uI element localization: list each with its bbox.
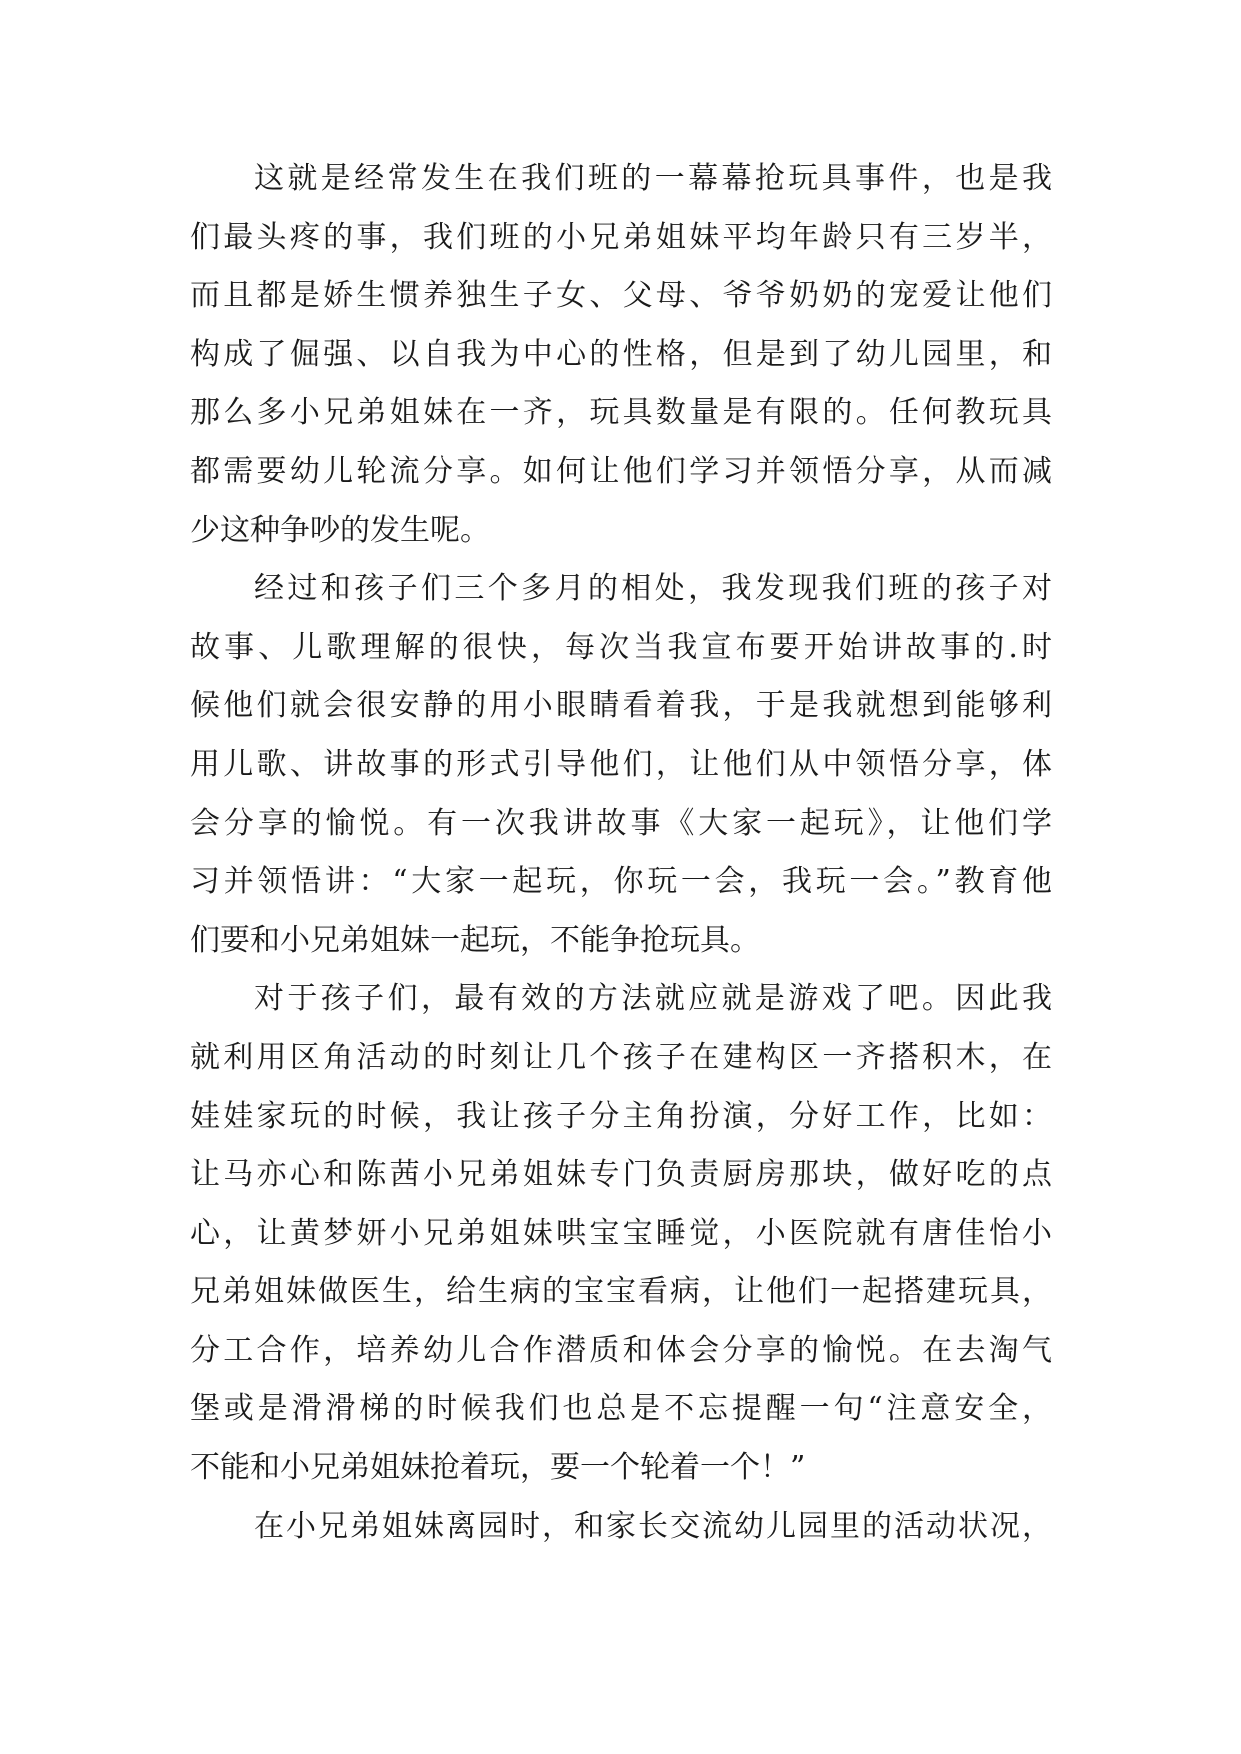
body-text <box>190 160 1052 1566</box>
paragraph-1-line-7: 少这种争吵的发生呢。 <box>190 512 490 548</box>
paragraph-1-line-4: 构成了倔强、以自我为中心的性格，但是到了幼儿园里，和 <box>190 336 1052 372</box>
paragraph-3-line-4: 让马亦心和陈茜小兄弟姐妹专门负责厨房那块，做好吃的点 <box>190 1157 1052 1193</box>
paragraph-3-line-8: 堡或是滑滑梯的时候我们也总是不忘提醒一句“注意安全， <box>190 1391 1052 1427</box>
paragraph-2-line-5: 会分享的愉悦。有一次我讲故事《大家一起玩》，让他们学 <box>190 805 1052 841</box>
paragraph-1-line-3: 而且都是娇生惯养独生子女、父母、爷爷奶奶的宠爱让他们 <box>190 278 1052 314</box>
paragraph-2-line-1: 经过和孩子们三个多月的相处，我发现我们班的孩子对 <box>254 571 1052 607</box>
paragraph-1-line-5: 那么多小兄弟姐妹在一齐，玩具数量是有限的。任何教玩具 <box>190 395 1052 431</box>
paragraph-2-line-2: 故事、儿歌理解的很快，每次当我宣布要开始讲故事的.时 <box>190 629 1052 665</box>
paragraph-3-line-2: 就利用区角活动的时刻让几个孩子在建构区一齐搭积木，在 <box>190 1039 1052 1075</box>
paragraph-2-line-6: 习并领悟讲：“大家一起玩，你玩一会，我玩一会。”教育他 <box>190 864 1052 900</box>
paragraph-3-line-9: 不能和小兄弟姐妹抢着玩，要一个轮着一个！” <box>190 1450 806 1486</box>
paragraph-2-line-7: 们要和小兄弟姐妹一起玩，不能争抢玩具。 <box>190 922 760 958</box>
paragraph-3-line-1: 对于孩子们，最有效的方法就应就是游戏了吧。因此我 <box>254 981 1052 1017</box>
paragraph-3-line-7: 分工合作，培养幼儿合作潜质和体会分享的愉悦。在去淘气 <box>190 1332 1052 1368</box>
paragraph-1-line-2: 们最头疼的事，我们班的小兄弟姐妹平均年龄只有三岁半， <box>190 219 1052 255</box>
paragraph-1-line-6: 都需要幼儿轮流分享。如何让他们学习并领悟分享，从而减 <box>190 453 1052 489</box>
paragraph-2-line-4: 用儿歌、讲故事的形式引导他们，让他们从中领悟分享，体 <box>190 746 1052 782</box>
paragraph-4-line-1: 在小兄弟姐妹离园时，和家长交流幼儿园里的活动状况， <box>254 1508 1052 1544</box>
paragraph-1-line-1: 这就是经常发生在我们班的一幕幕抢玩具事件，也是我 <box>254 161 1052 196</box>
paragraph-3-line-6: 兄弟姐妹做医生，给生病的宝宝看病，让他们一起搭建玩具， <box>190 1274 1052 1310</box>
paragraph-2-line-3: 候他们就会很安静的用小眼睛看着我，于是我就想到能够利 <box>190 688 1052 724</box>
paragraph-3-line-3: 娃娃家玩的时候，我让孩子分主角扮演，分好工作，比如： <box>190 1098 1052 1134</box>
paragraph-3-line-5: 心，让黄梦妍小兄弟姐妹哄宝宝睡觉，小医院就有唐佳怡小 <box>190 1215 1052 1251</box>
